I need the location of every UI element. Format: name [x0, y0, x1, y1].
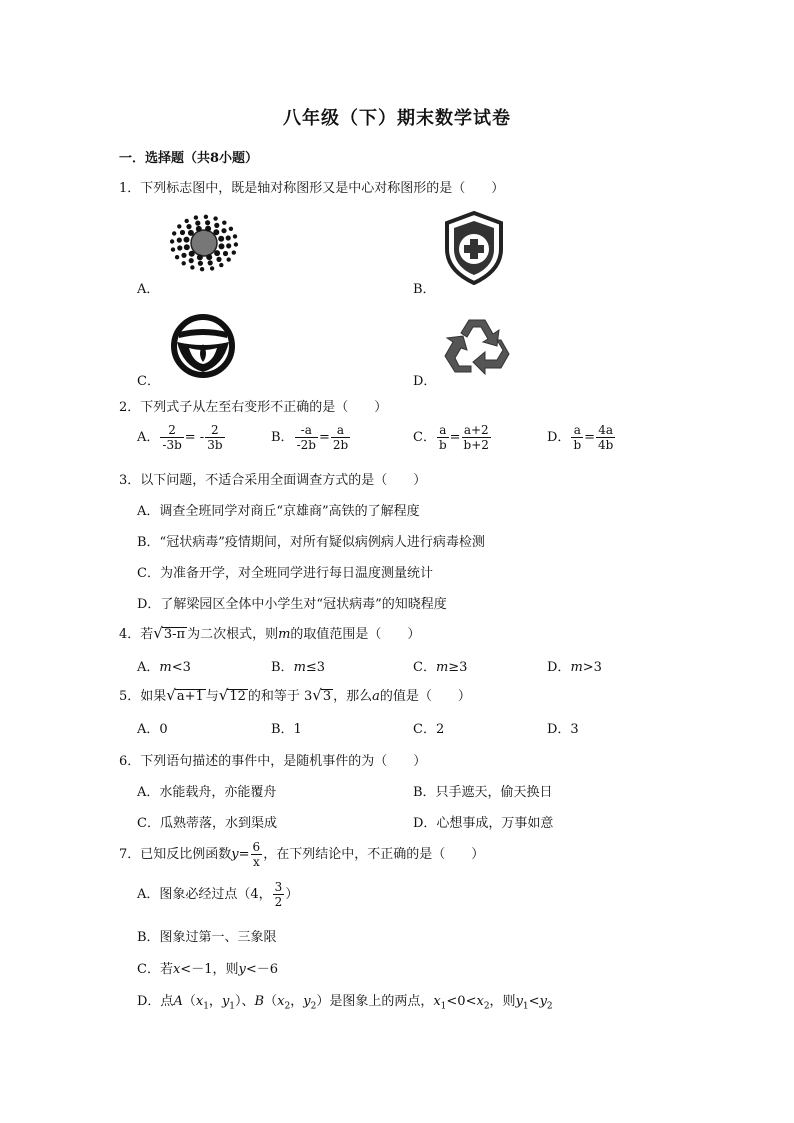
- q2-option-c: C． $\frac{a}{b}$ = $\frac{a+2}{b+2}$: [413, 423, 489, 452]
- q4-option-b: B．m≤3: [271, 660, 326, 675]
- q4-stem: 4．若√3-π 为二次根式，则m的取值范围是（ ）: [119, 624, 421, 642]
- q4-option-d: D．m>3: [547, 660, 602, 675]
- q1-option-c: C．: [137, 374, 160, 389]
- q4-option-a: A．m<3: [137, 660, 191, 675]
- q6-option-a: A．水能载舟，亦能覆舟: [137, 785, 277, 800]
- q4-option-c: C．m≥3: [413, 660, 468, 675]
- q7-stem: 7．已知反比例函数y= $\frac{6}{x}$ ，在下列结论中，不正确的是（ ）: [119, 840, 485, 869]
- q6-option-c: C．瓜熟蒂落，水到渠成: [137, 816, 277, 831]
- q5-option-a: A．0: [137, 722, 168, 737]
- q6-stem: 6．下列语句描述的事件中，是随机事件的为（ ）: [119, 754, 427, 769]
- q2-option-b: B． $\frac{-a}{-2b}$ = $\frac{a}{2b}$: [271, 423, 349, 452]
- q7-option-d: D．点$A(x_1$，$y_1$）、$B(x_2$，$y_2$）是图象上的两点，$x_1<0<x_2$，则$y_1<y_2$: [137, 994, 553, 1012]
- circle-symbol-icon: [167, 314, 239, 378]
- q6-option-d: D．心想事成，万事如意: [413, 816, 554, 831]
- q3-stem: 3．以下问题，不适合采用全面调查方式的是（ ）: [119, 473, 427, 488]
- q3-option-c: C．为准备开学，对全班同学进行每日温度测量统计: [137, 566, 433, 581]
- virus-logo-icon: [168, 213, 240, 273]
- q5-stem: 5．如果√a+1 与√12 的和等于 3√3 ，那么a的值是（ ）: [119, 686, 471, 704]
- q3-option-a: A．调查全班同学对商丘“京雄商”高铁的了解程度: [137, 504, 420, 519]
- q1-option-b: B．: [413, 282, 436, 297]
- q3-option-b: B．“冠状病毒”疫情期间，对所有疑似病例病人进行病毒检测: [137, 535, 485, 550]
- page-title: 八年级（下）期末数学试卷: [283, 108, 511, 129]
- recycle-icon: [441, 316, 519, 378]
- q7-option-a: A．图象必经过点（4， $\frac{3}{2}$ ）: [137, 880, 299, 909]
- q3-option-d: D．了解梁园区全体中小学生对“冠状病毒”的知晓程度: [137, 597, 447, 612]
- q1-option-a: A．: [137, 282, 160, 297]
- q2-stem: 2．下列式子从左至右变形不正确的是（ ）: [119, 400, 388, 415]
- q2-option-a: A． $\frac{2}{-3b}$ = - $\frac{2}{3b}$: [137, 423, 223, 452]
- q7-option-b: B．图象过第一、三象限: [137, 930, 277, 945]
- section-heading: 一．选择题（共8小题）: [119, 151, 259, 166]
- q7-option-c: C．若x<－1，则y<－6: [137, 962, 278, 977]
- q5-option-b: B．1: [271, 722, 302, 737]
- q6-option-b: B．只手遮天，偷天换日: [413, 785, 553, 800]
- q1-stem: 1．下列标志图中，既是轴对称图形又是中心对称图形的是（ ）: [119, 181, 505, 196]
- q1-option-d: D．: [413, 374, 437, 389]
- shield-cross-icon: [443, 211, 505, 285]
- q5-option-c: C．2: [413, 722, 445, 737]
- q5-option-d: D．3: [547, 722, 579, 737]
- q2-option-d: D． $\frac{a}{b}$ = $\frac{4a}{4b}$: [547, 423, 614, 452]
